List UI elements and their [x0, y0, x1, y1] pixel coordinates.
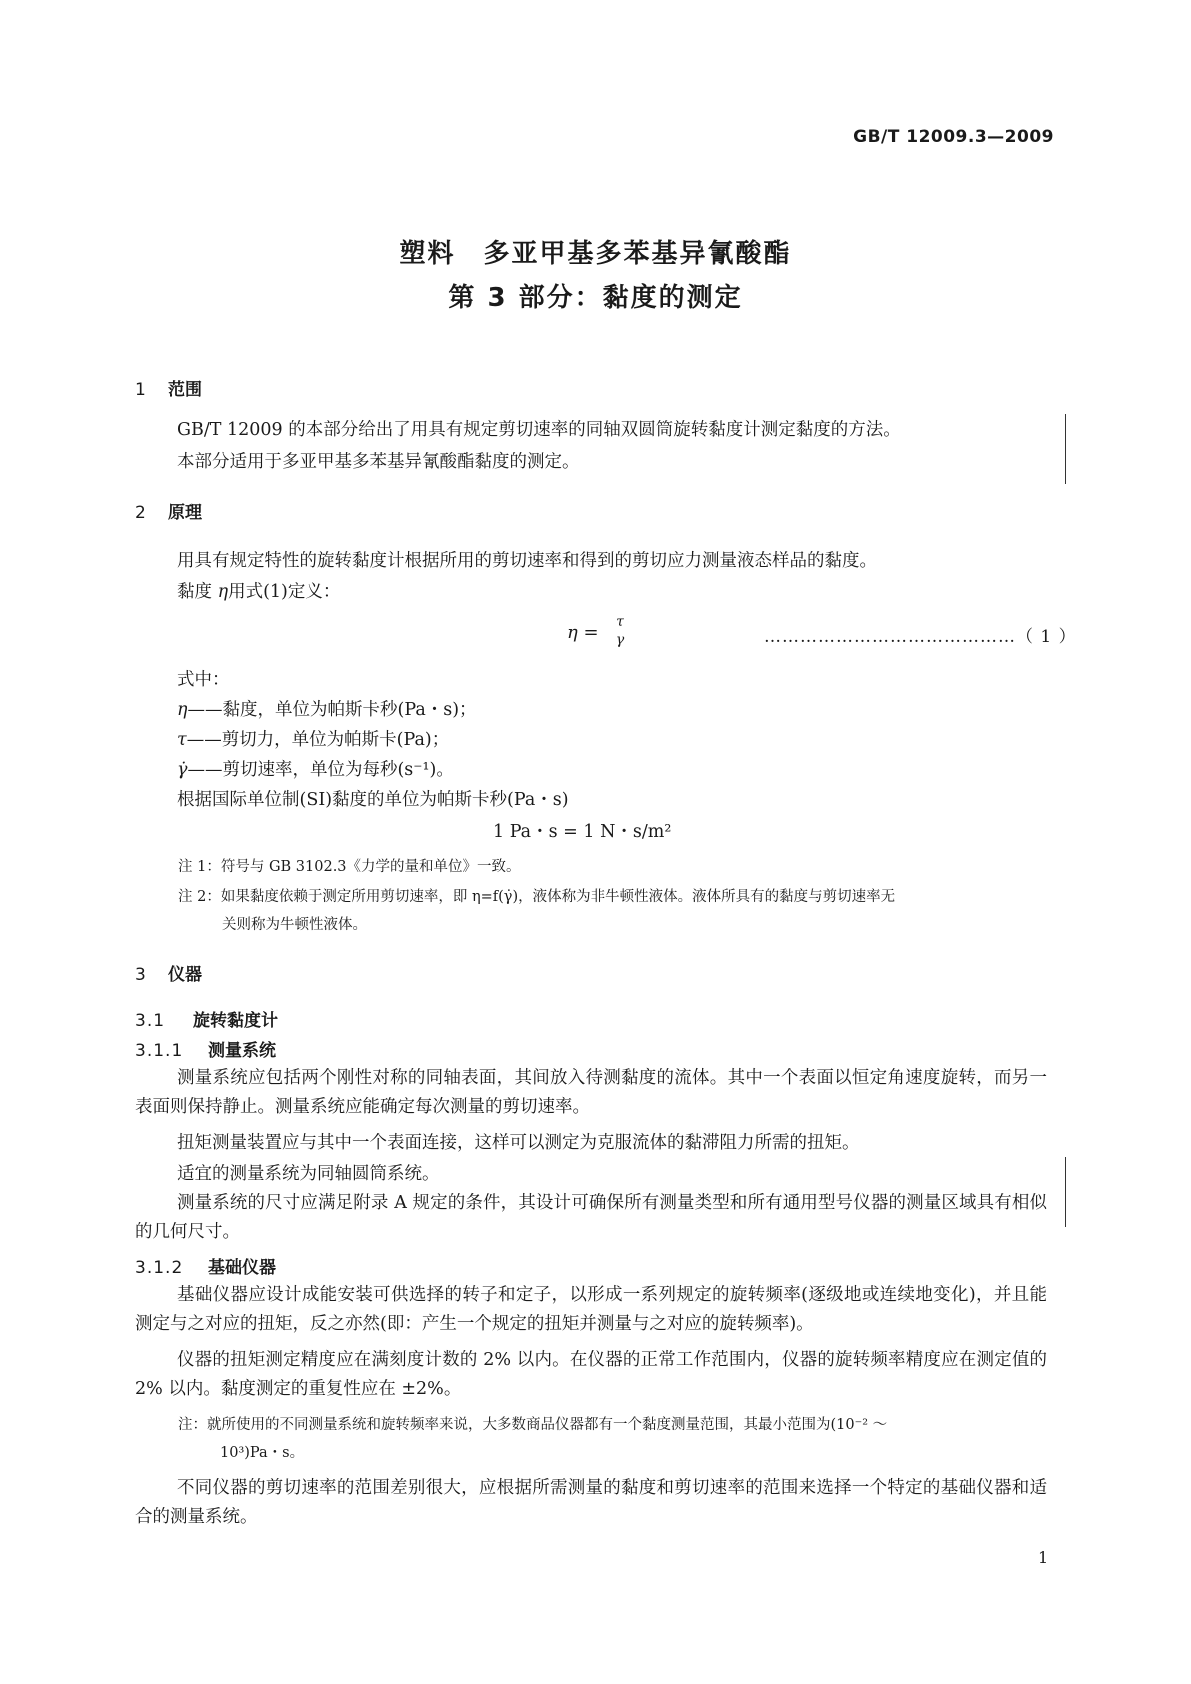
section-title: 原理 — [168, 503, 202, 523]
s311-paragraph-2: 扭矩测量装置应与其中一个表面连接，这样可以测定为克服流体的黏滞阻力所需的扭矩。 — [177, 1133, 860, 1153]
equation-denominator: γ — [615, 632, 625, 648]
si-unit-statement: 根据国际单位制(SI)黏度的单位为帕斯卡秒(Pa・s) — [177, 790, 569, 810]
s311-paragraph-3: 适宜的测量系统为同轴圆筒系统。 — [177, 1164, 440, 1184]
section-number: 3 — [135, 965, 146, 985]
section-title: 仪器 — [168, 965, 202, 985]
section-1-heading — [135, 375, 202, 400]
si-unit-equation: 1 Pa・s = 1 N・s/m² — [493, 822, 672, 842]
s2-paragraph-1: 用具有规定特性的旋转黏度计根据所用的剪切速率和得到的剪切应力测量液态样品的黏度。 — [177, 551, 877, 571]
s1-paragraph-2: 本部分适用于多亚甲基多苯基异氰酸酯黏度的测定。 — [177, 452, 580, 472]
s312-paragraph-3: 不同仪器的剪切速率的范围差别很大，应根据所需测量的黏度和剪切速率的范围来选择一个特定的基础仪器和适合的测量系统。 — [135, 1478, 1047, 1527]
s312-paragraph-2: 仪器的扭矩测定精度应在满刻度计数的 2% 以内。在仪器的正常工作范围内，仪器的旋转频率精度应在测定值的 2% 以内。黏度测定的重复性应在 ±2%。 — [135, 1350, 1047, 1399]
section-title: 范围 — [168, 380, 202, 400]
change-bar — [1065, 1157, 1066, 1227]
definition-eta: η——黏度，单位为帕斯卡秒(Pa・s)； — [177, 700, 477, 720]
subsection-3-1-heading: 3.1 旋转黏度计 — [135, 1011, 278, 1031]
standard-code: GB/T 12009.3—2009 — [853, 127, 1054, 147]
eta-symbol: η — [217, 582, 229, 602]
note-1: 注 1：符号与 GB 3102.3《力学的量和单位》一致。 — [178, 859, 521, 875]
change-bar — [1065, 414, 1066, 484]
section-number: 2 — [135, 503, 146, 523]
equation-label: ……………………………………（ 1 ） — [764, 627, 1077, 647]
document-title-line2: 第 3 部分：黏度的测定 — [448, 283, 743, 313]
s311-paragraph-4: 测量系统的尺寸应满足附录 A 规定的条件，其设计可确保所有测量类型和所有通用型号仪器的测量区域具有相似的几何尺寸。 — [135, 1193, 1047, 1242]
equation-lhs: η = — [567, 622, 599, 643]
document-title-line1: 塑料 多亚甲基多苯基异氰酸酯 — [399, 239, 792, 269]
s311-paragraph-1: 测量系统应包括两个刚性对称的同轴表面，其间放入待测黏度的流体。其中一个表面以恒定角速度旋转，而另一表面则保持静止。测量系统应能确定每次测量的剪切速率。 — [135, 1068, 1047, 1117]
s1-paragraph-1: GB/T 12009 的本部分给出了用具有规定剪切速率的同轴双圆筒旋转黏度计测定黏度的方法。 — [177, 420, 901, 440]
equation-numerator: τ — [616, 614, 624, 630]
definition-gamma: γ̇——剪切速率，单位为每秒(s⁻¹)。 — [177, 760, 454, 780]
note-2: 注 2：如果黏度依赖于测定所用剪切速率，即 η=f(γ̇)，液体称为非牛顿性液体。液体所具有的黏度与剪切速率无 关则称为牛顿性液体。 — [178, 889, 896, 933]
subsection-3-1-2-heading: 3.1.2 基础仪器 — [135, 1258, 276, 1278]
where-label: 式中： — [177, 670, 230, 690]
page-number: 1 — [1038, 1548, 1049, 1567]
s312-note: 注：就所使用的不同测量系统和旋转频率来说，大多数商品仪器都有一个黏度测量范围，其最小范围为(10⁻² ～ 10³)Pa・s。 — [178, 1417, 888, 1461]
section-3-heading — [135, 960, 202, 985]
definition-tau: τ——剪切力，单位为帕斯卡(Pa)； — [177, 730, 450, 750]
s312-paragraph-1: 基础仪器应设计成能安装可供选择的转子和定子，以形成一系列规定的旋转频率(逐级地或连续地变化)，并且能测定与之对应的扭矩，反之亦然(即：产生一个规定的扭矩并测量与之对应的旋转频率)。 — [135, 1285, 1047, 1334]
section-number: 1 — [135, 380, 146, 400]
s2-paragraph-2: 黏度 η用式(1)定义： — [177, 582, 341, 602]
subsection-3-1-1-heading: 3.1.1 测量系统 — [135, 1041, 276, 1061]
section-2-heading — [135, 498, 202, 523]
